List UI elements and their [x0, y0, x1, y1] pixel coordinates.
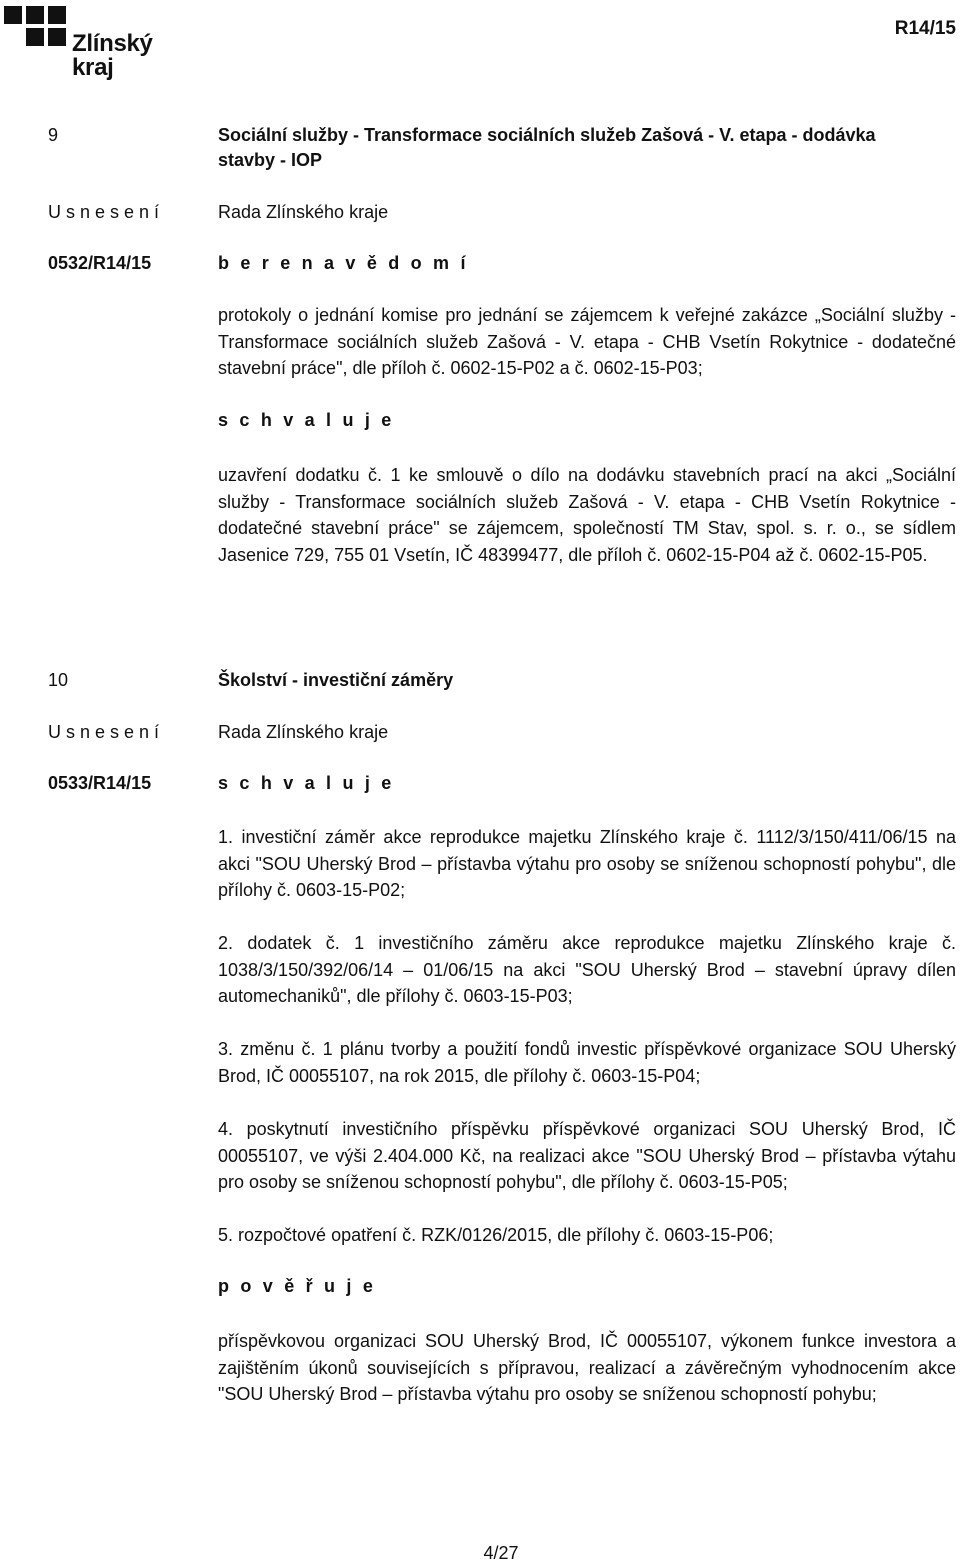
- resolution-text: příspěvkovou organizaci SOU Uherský Brod, IČ 00055107, výkonem funkce investora a zajištěním úkonů souvisejících s přípravou, realizací a závěrečným vyhodnocením akce "SOU Uherský Brod – přístavba výtahu pro osoby se sníženou schopností pohybu;: [218, 1331, 956, 1404]
- document-reference: R14/15: [894, 18, 956, 39]
- page-number: 4/27: [483, 1543, 519, 1563]
- usneseni-label: U s n e s e n í: [48, 202, 160, 222]
- logo-square-icon: [48, 6, 66, 24]
- logo-square-icon: [26, 6, 44, 24]
- resolution-number: 0533/R14/15: [48, 773, 152, 793]
- item-title-line1: Sociální služby - Transformace sociálních služeb Zašová - V. etapa - dodávka: [218, 125, 876, 145]
- verb-entrusts: p o v ě ř u j e: [218, 1276, 377, 1296]
- list-item: 4. poskytnutí investičního příspěvku příspěvkové organizaci SOU Uherský Brod, IČ 00055107, ve výši 2.404.000 Kč, na realizaci akce "SOU Uherský Brod – přístavba výtahu pro osoby se sníženou schopností pohybu", dle přílohy č. 0603-15-P05;: [218, 1119, 956, 1192]
- council-name: Rada Zlínského kraje: [218, 722, 389, 742]
- council-name: Rada Zlínského kraje: [218, 202, 389, 222]
- verb-takes-note: b e r e n a v ě d o m í: [218, 253, 469, 273]
- resolution-number: 0532/R14/15: [48, 253, 152, 273]
- logo-square-icon: [48, 28, 66, 46]
- logo-square-icon: [26, 28, 44, 46]
- logo-square-icon: [4, 6, 22, 24]
- list-item: 5. rozpočtové opatření č. RZK/0126/2015, dle přílohy č. 0603-15-P06;: [218, 1225, 774, 1245]
- verb-approves: s c h v a l u j e: [218, 773, 395, 793]
- list-item: 2. dodatek č. 1 investičního záměru akce reprodukce majetku Zlínského kraje č. 1038/3/150/392/06/14 – 01/06/15 na akci "SOU Uherský Brod – stavební úpravy dílen automechaniků", dle přílohy č. 0603-15-P03;: [218, 933, 956, 1006]
- verb-approves: s c h v a l u j e: [218, 410, 395, 430]
- item-number: 9: [48, 125, 59, 145]
- item-title: Školství - investiční záměry: [218, 670, 454, 690]
- list-item: 3. změnu č. 1 plánu tvorby a použití fondů investic příspěvkové organizace SOU Uherský Brod, IČ 00055107, na rok 2015, dle přílohy č. 0603-15-P04;: [218, 1039, 956, 1086]
- item-title-line2: stavby - IOP: [218, 150, 323, 170]
- usneseni-label: U s n e s e n í: [48, 722, 160, 742]
- item-number: 10: [48, 670, 69, 690]
- logo-text: Zlínský kraj: [72, 30, 153, 81]
- resolution-text: protokoly o jednání komise pro jednání se zájemcem k veřejné zakázce „Sociální služby - Transformace sociálních služeb Zašová - V. etapa - CHB Vsetín Rokytnice - dodatečné stavební práce", dle příloh č. 0602-15-P02 a č. 0602-15-P03;: [218, 305, 956, 378]
- resolution-text: uzavření dodatku č. 1 ke smlouvě o dílo na dodávku stavebních prací na akci „Sociální služby - Transformace sociálních služeb Zašová - V. etapa - CHB Vsetín Rokytnice - dodatečné stavební práce" se zájemcem, společností TM Stav, spol. s. r. o., se sídlem Jasenice 729, 755 01 Vsetín, IČ 48399477, dle příloh č. 0602-15-P04 až č. 0602-15-P05.: [218, 465, 956, 565]
- zlinsky-kraj-logo: [4, 6, 194, 81]
- list-item: 1. investiční záměr akce reprodukce majetku Zlínského kraje č. 1112/3/150/411/06/15 na akci "SOU Uherský Brod – přístavba výtahu pro osoby se sníženou schopností pohybu", dle přílohy č. 0603-15-P02;: [218, 827, 956, 900]
